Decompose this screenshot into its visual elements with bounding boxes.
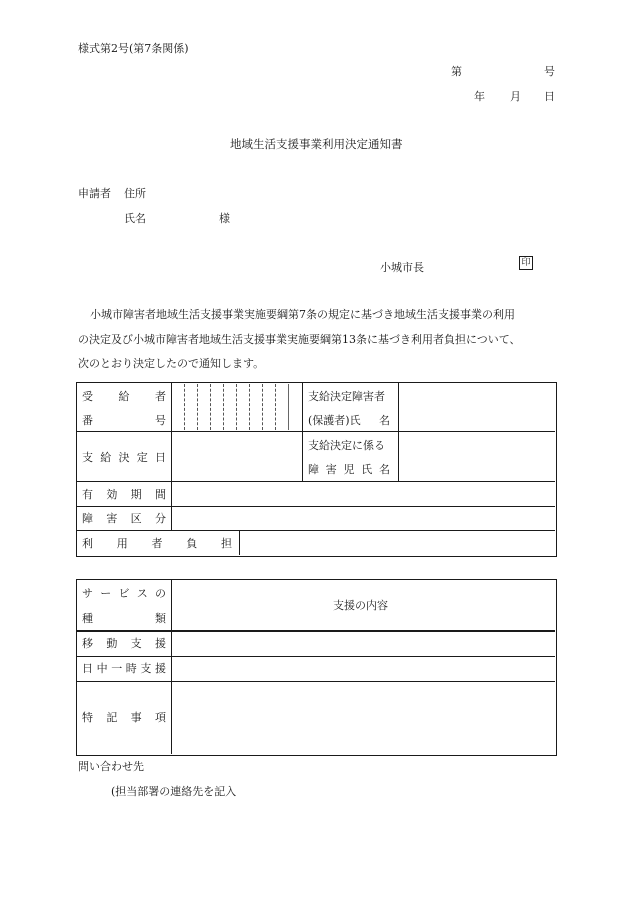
- recipient-number-label-line1: 受 給 者: [82, 390, 166, 403]
- number-suffix: 号: [544, 65, 555, 78]
- service-type-label-line2: 種 類: [82, 612, 166, 625]
- body-line-2: の決定及び小城市障害者地域生活支援事業実施要綱第13条に基づき利用者負担について、: [78, 333, 521, 346]
- date-day: 日: [544, 90, 555, 103]
- applicant-label: 申請者: [78, 187, 111, 200]
- recipient-number-label-line2: 番 号: [82, 414, 166, 427]
- guardian-name-label: (保護者)氏 名: [308, 414, 390, 427]
- seal-mark: 印: [519, 256, 533, 270]
- service-type-label-line1: サ ー ビ ス の: [82, 587, 166, 600]
- contact-detail: (担当部署の連絡先を記入: [111, 785, 237, 798]
- address-label: 住所: [124, 187, 146, 200]
- number-prefix: 第: [451, 65, 462, 78]
- daytime-support-label: 日 中 一 時 支 援: [82, 662, 166, 675]
- special-notes-label: 特 記 事 項: [82, 711, 166, 724]
- date-month: 月: [510, 90, 521, 103]
- form-number: 様式第2号(第7条関係): [78, 42, 189, 55]
- document-title: 地域生活支援事業利用決定通知書: [230, 137, 403, 151]
- decision-date-label: 支 給 決 定 日: [82, 451, 166, 464]
- disability-class-label: 障 害 区 分: [82, 512, 166, 525]
- mobility-support-label: 移 動 支 援: [82, 637, 166, 650]
- issuer-name: 小城市長: [380, 261, 424, 274]
- support-content-header: 支援の内容: [333, 599, 388, 612]
- body-line-1: 小城市障害者地域生活支援事業実施要綱第7条の規定に基づき地域生活支援事業の利用: [90, 308, 515, 321]
- contact-label: 問い合わせ先: [78, 760, 144, 773]
- body-line-3: 次のとおり決定したので通知します。: [78, 357, 265, 370]
- related-child-label-line1: 支給決定に係る: [308, 439, 385, 452]
- validity-label: 有 効 期 間: [82, 488, 166, 501]
- honorific: 様: [219, 212, 230, 225]
- user-burden-label: 利 用 者 負 担: [82, 537, 232, 550]
- decision-person-label: 支給決定障害者: [308, 390, 385, 403]
- date-year: 年: [474, 90, 485, 103]
- related-child-label-line2: 障 害 児 氏 名: [308, 463, 390, 476]
- name-label: 氏名: [124, 212, 146, 225]
